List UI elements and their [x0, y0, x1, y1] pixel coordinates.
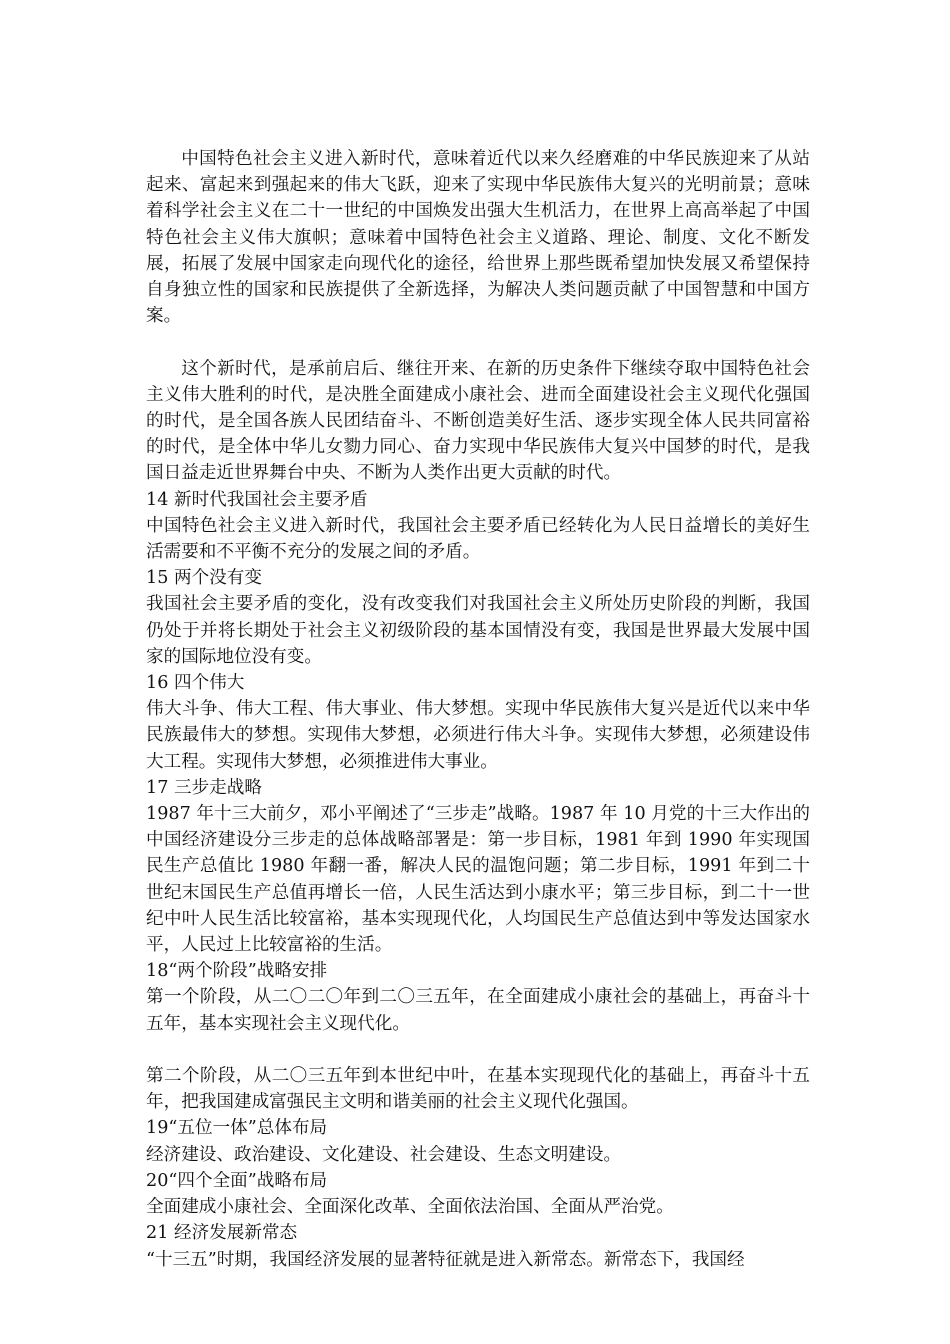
- section-body-15: 我国社会主要矛盾的变化，没有改变我们对我国社会主义所处历史阶段的判断，我国仍处于并将长期处于社会主义初级阶段的基本国情没有变，我国是世界最大发展中国家的国际地位没有变。: [146, 594, 810, 667]
- intro-paragraph-1: 中国特色社会主义进入新时代，意味着近代以来久经磨难的中华民族迎来了从站起来、富起来到强起来的伟大飞跃，迎来了实现中华民族伟大复兴的光明前景；意味着科学社会主义在二十一世纪的中国焕发出强大生机活力，在世界上高高举起了中国特色社会主义伟大旗帜；意味着中国特色社会主义道路、理论、制度、文化不断发展，拓展了发展中国家走向现代化的途径，给世界上那些既希望加快发展又希望保持自身独立性的国家和民族提供了全新选择，为解决人类问题贡献了中国智慧和中国方案。: [146, 149, 810, 327]
- section-body-14: 中国特色社会主义进入新时代，我国社会主要矛盾已经转化为人民日益增长的美好生活需要和不平衡不充分的发展之间的矛盾。: [146, 515, 810, 563]
- intro-paragraph-2: 这个新时代，是承前启后、继往开来、在新的历史条件下继续夺取中国特色社会主义伟大胜利的时代，是决胜全面建成小康社会、进而全面建设社会主义现代化强国的时代，是全国各族人民团结奋斗、不断创造美好生活、逐步实现全体人民共同富裕的时代，是全体中华儿女勠力同心、奋力实现中华民族伟大复兴中国梦的时代，是我国日益走近世界舞台中央、不断为人类作出更大贡献的时代。: [146, 358, 810, 484]
- document-page: [146, 146, 810, 1273]
- section-body-18-stage-1: 第一个阶段，从二〇二〇年到二〇三五年，在全面建成小康社会的基础上，再奋斗十五年，基本实现社会主义现代化。: [146, 987, 810, 1034]
- section-heading-19: 19“五位一体”总体布局: [146, 1118, 328, 1139]
- section-body-16: 伟大斗争、伟大工程、伟大事业、伟大梦想。实现中华民族伟大复兴是近代以来中华民族最伟大的梦想。实现伟大梦想，必须进行伟大斗争。实现伟大梦想，必须建设伟大工程。实现伟大梦想，必须推进伟大事业。: [146, 699, 810, 772]
- paragraph-spacer: [146, 1037, 810, 1063]
- paragraph-spacer: [146, 329, 810, 355]
- section-heading-20: 20“四个全面”战略布局: [146, 1170, 328, 1191]
- section-body-19: 经济建设、政治建设、文化建设、社会建设、生态文明建设。: [146, 1144, 622, 1165]
- section-heading-18: 18“两个阶段”战略安排: [146, 961, 328, 982]
- section-body-20: 全面建成小康社会、全面深化改革、全面依法治国、全面从严治党。: [146, 1197, 674, 1218]
- section-body-18-stage-2: 第二个阶段，从二〇三五年到本世纪中叶，在基本实现现代化的基础上，再奋斗十五年，把我国建成富强民主文明和谐美丽的社会主义现代化强国。: [146, 1066, 810, 1113]
- section-body-21: “十三五”时期，我国经济发展的显著特征就是进入新常态。新常态下，我国经: [146, 1249, 745, 1270]
- section-body-17: 1987 年十三大前夕，邓小平阐述了“三步走”战略。1987 年 10 月党的十三大作出的中国经济建设分三步走的总体战略部署是：第一步目标，1981 年到 1990 年实现国民生产总值比 1980 年翻一番，解决人民的温饱问题；第二步目标，1991 年到二十世纪末国民生产总值再增长一倍，人民生活达到小康水平；第三步目标，到二十一世纪中叶人民生活比较富裕，基本实现现代化，人均国民生产总值达到中等发达国家水平，人民过上比较富裕的生活。: [146, 804, 810, 956]
- section-heading-16: 16 四个伟大: [146, 673, 245, 694]
- section-heading-21: 21 经济发展新常态: [146, 1223, 298, 1244]
- section-heading-14: 14 新时代我国社会主要矛盾: [146, 489, 368, 510]
- section-heading-15: 15 两个没有变: [146, 568, 262, 589]
- section-heading-17: 17 三步走战略: [146, 777, 262, 798]
